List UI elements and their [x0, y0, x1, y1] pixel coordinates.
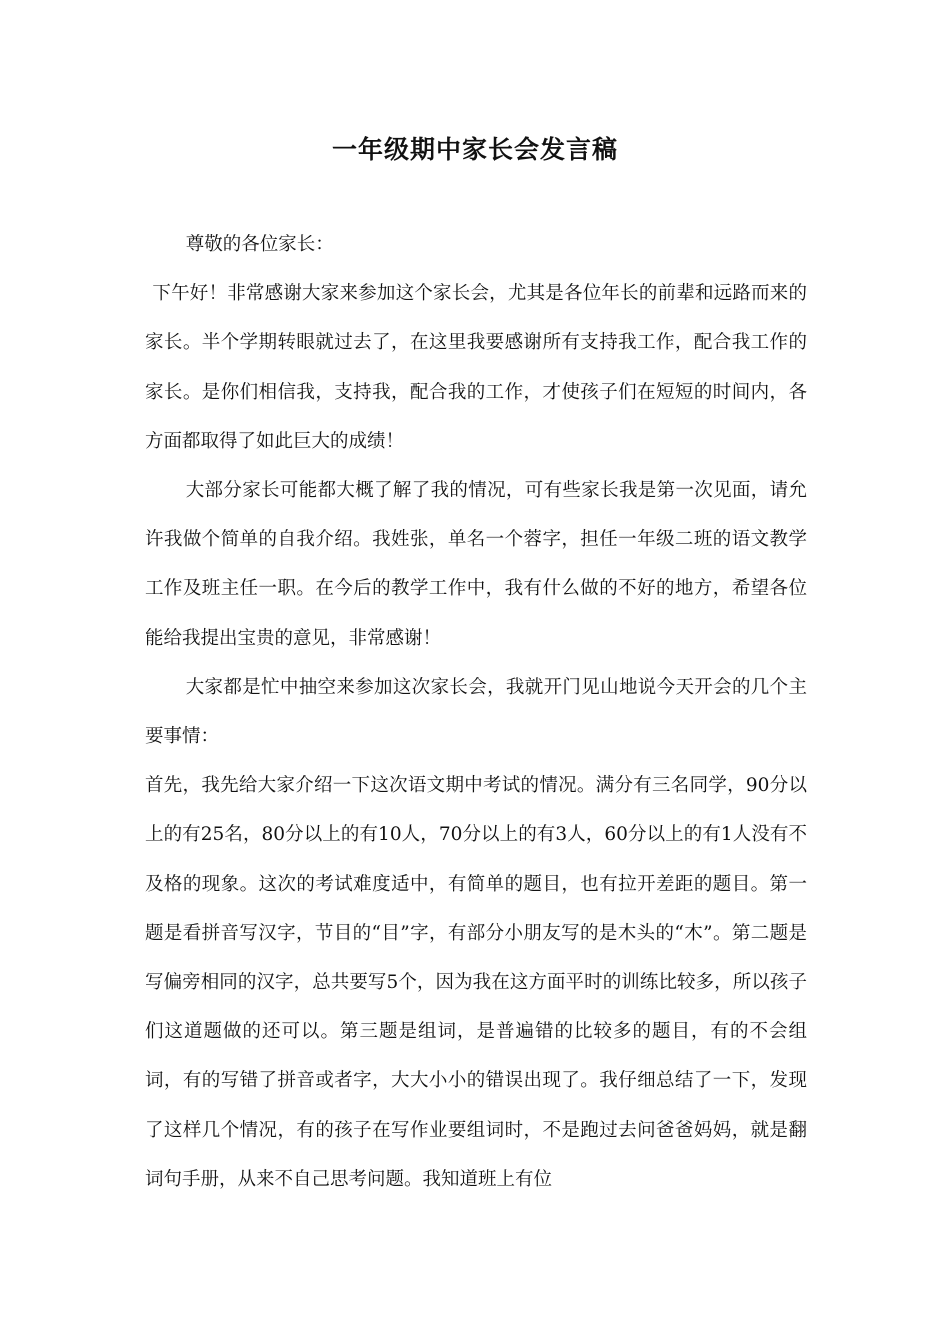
page-title: 一年级期中家长会发言稿 [331, 135, 618, 164]
greeting-paragraph: 尊敬的各位家长： [185, 234, 334, 255]
agenda-paragraph: 大家都是忙中抽空来参加这次家长会，我就开门见山地说今天开会的几个主要事情： [145, 676, 807, 748]
exam-summary-paragraph: 首先，我先给大家介绍一下这次语文期中考试的情况。满分有三名同学，90分以上的有25名，80分以上的有10人，70分以上的有3人，60分以上的有1人没有不及格的现象。这次的考试难度适中，有简单的题目，也有拉开差距的题目。第一题是看拼音写汉字，节目的“目”字，有部分小朋友写的是木头的“木”。第二题是写偏旁相同的汉字，总共要写5个，因为我在这方面平时的训练比较多，所以孩子们这道题做的还可以。第三题是组词，是普遍错的比较多的题目，有的不会组词，有的写错了拼音或者字，大大小小的错误出现了。我仔细总结了一下，发现了这样几个情况，有的孩子在写作业要组词时，不是跑过去问爸爸妈妈，就是翻词句手册，从来不自己思考问题。我知道班上有位 [145, 775, 807, 1190]
opening-paragraph: 下午好！非常感谢大家来参加这个家长会，尤其是各位年长的前辈和远路而来的家长。半个学期转眼就过去了，在这里我要感谢所有支持我工作，配合我工作的家长。是你们相信我，支持我，配合我的工作，才使孩子们在短短的时间内，各方面都取得了如此巨大的成绩！ [145, 283, 807, 452]
introduction-paragraph: 大部分家长可能都大概了解了我的情况，可有些家长我是第一次见面，请允许我做个简单的自我介绍。我姓张，单名一个蓉字，担任一年级二班的语文教学工作及班主任一职。在今后的教学工作中，我有什么做的不好的地方，希望各位能给我提出宝贵的意见，非常感谢！ [145, 480, 807, 649]
document-body [145, 220, 807, 1204]
